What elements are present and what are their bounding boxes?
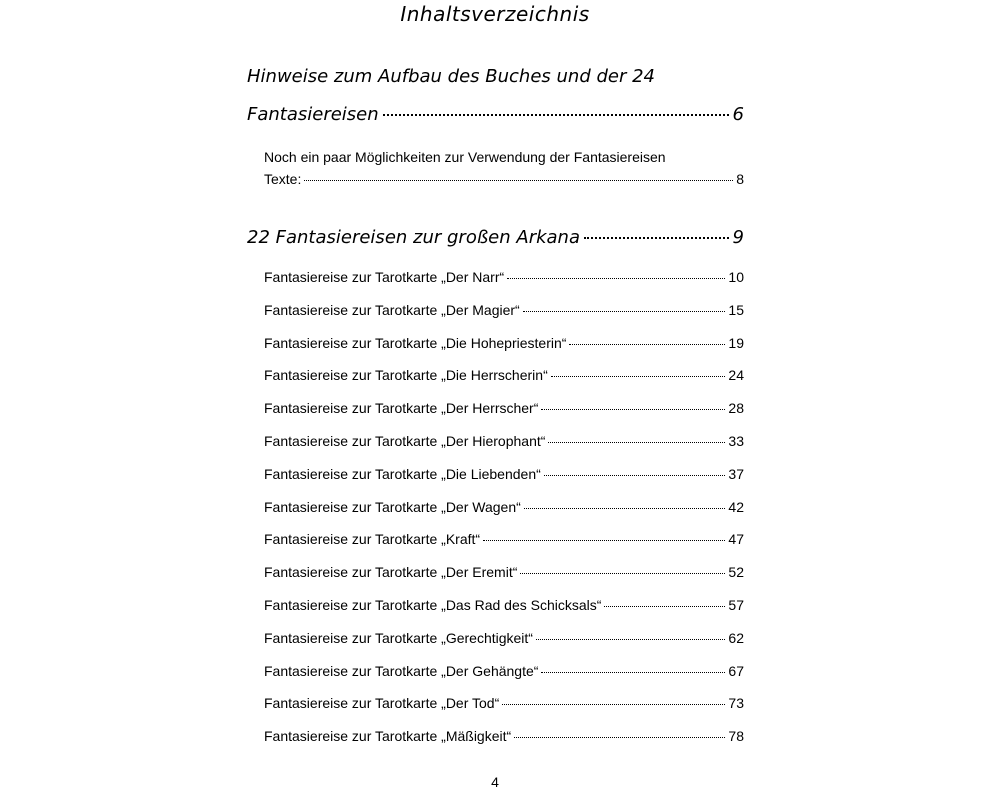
toc-entry-page: 47 [728, 531, 744, 548]
toc-entry-line1: Noch ein paar Möglichkeiten zur Verwendung der Fantasiereisen [264, 149, 666, 165]
toc-entry-label: Fantasiereise zur Tarotkarte „Die Liebenden“ [264, 465, 541, 482]
toc-entry[interactable] [264, 433, 744, 449]
dot-leader [604, 606, 725, 607]
toc-entry-label: Fantasiereise zur Tarotkarte „Die Herrscherin“ [264, 367, 548, 384]
page-number: 4 [491, 774, 499, 790]
toc-entry[interactable] [264, 663, 744, 679]
toc-entry[interactable] [264, 269, 744, 285]
toc-entry-label: Fantasiereise zur Tarotkarte „Der Eremit“ [264, 564, 518, 581]
dot-leader [524, 508, 726, 509]
toc-title: Inhaltsverzeichnis [400, 2, 590, 26]
toc-entry-page: 10 [728, 269, 744, 285]
dot-leader [483, 540, 725, 541]
toc-entry-page: 37 [728, 465, 744, 482]
toc-heading-title: 22 Fantasiereisen zur großen Arkana [247, 227, 580, 248]
toc-entry-page: 62 [728, 629, 744, 646]
toc-entry-page: 19 [728, 334, 744, 351]
dot-leader [548, 442, 725, 443]
dot-leader [536, 639, 725, 640]
toc-entry[interactable] [264, 695, 744, 711]
toc-entry[interactable] [264, 728, 744, 744]
toc-entry-line2: Texte: [264, 171, 302, 187]
dot-leader [304, 180, 733, 181]
toc-entry-label: Fantasiereise zur Tarotkarte „Kraft“ [264, 531, 481, 548]
toc-entry-label: Fantasiereise zur Tarotkarte „Der Herrscher“ [264, 400, 539, 417]
toc-entry-label: Fantasiereise zur Tarotkarte „Der Narr“ [264, 269, 505, 285]
toc-entry[interactable] [264, 466, 744, 482]
toc-entry[interactable] [264, 302, 744, 318]
toc-heading-arkana[interactable] [247, 227, 744, 248]
toc-entry[interactable] [264, 499, 744, 515]
toc-entry-label: Fantasiereise zur Tarotkarte „Die Hohepriesterin“ [264, 334, 567, 351]
dot-leader [507, 278, 725, 279]
toc-entry-page: 52 [728, 564, 744, 581]
toc-entry[interactable] [264, 630, 744, 646]
toc-heading-line1: Hinweise zum Aufbau des Buches und der 24 [247, 66, 655, 87]
toc-entry-page: 33 [728, 433, 744, 449]
toc-entry-page: 78 [728, 728, 744, 745]
toc-entry-page: 57 [728, 597, 744, 613]
toc-heading-hinweise[interactable] [247, 66, 744, 125]
toc-entry-page: 28 [728, 400, 744, 417]
dot-leader [584, 237, 729, 239]
toc-entry-verwendung[interactable] [264, 147, 744, 187]
dot-leader [541, 672, 725, 673]
toc-heading-page: 9 [732, 227, 744, 248]
toc-entry[interactable] [264, 531, 744, 547]
toc-entry-label: Fantasiereise zur Tarotkarte „Der Tod“ [264, 695, 500, 712]
toc-entry-label: Fantasiereise zur Tarotkarte „Gerechtigkeit“ [264, 629, 533, 646]
toc-entry[interactable] [264, 367, 744, 383]
dot-leader [514, 737, 725, 738]
toc-entry-label: Fantasiereise zur Tarotkarte „Der Wagen“ [264, 498, 521, 515]
toc-entry[interactable] [264, 564, 744, 580]
dot-leader [383, 114, 729, 116]
dot-leader [502, 704, 725, 705]
toc-entry-page: 42 [728, 498, 744, 515]
toc-entry-page: 8 [736, 171, 744, 187]
dot-leader [523, 311, 726, 312]
dot-leader [569, 344, 725, 345]
toc-entry-label: Fantasiereise zur Tarotkarte „Der Gehängte“ [264, 662, 539, 679]
toc-entry[interactable] [264, 597, 744, 613]
toc-entry-page: 73 [728, 695, 744, 712]
toc-entry-label: Fantasiereise zur Tarotkarte „Mäßigkeit“ [264, 728, 512, 745]
dot-leader [520, 573, 725, 574]
toc-entry-page: 67 [728, 662, 744, 679]
dot-leader [544, 475, 726, 476]
toc-entry[interactable] [264, 335, 744, 351]
toc-entry-label: Fantasiereise zur Tarotkarte „Das Rad des Schicksals“ [264, 597, 602, 613]
dot-leader [541, 409, 725, 410]
toc-heading-page: 6 [732, 104, 744, 125]
toc-entry[interactable] [264, 400, 744, 416]
toc-entry-page: 24 [728, 367, 744, 384]
dot-leader [551, 376, 726, 377]
toc-entry-label: Fantasiereise zur Tarotkarte „Der Magier“ [264, 301, 520, 318]
toc-heading-line2: Fantasiereisen [247, 104, 379, 125]
toc-entry-label: Fantasiereise zur Tarotkarte „Der Hierophant“ [264, 433, 546, 449]
toc-entry-page: 15 [728, 301, 744, 318]
